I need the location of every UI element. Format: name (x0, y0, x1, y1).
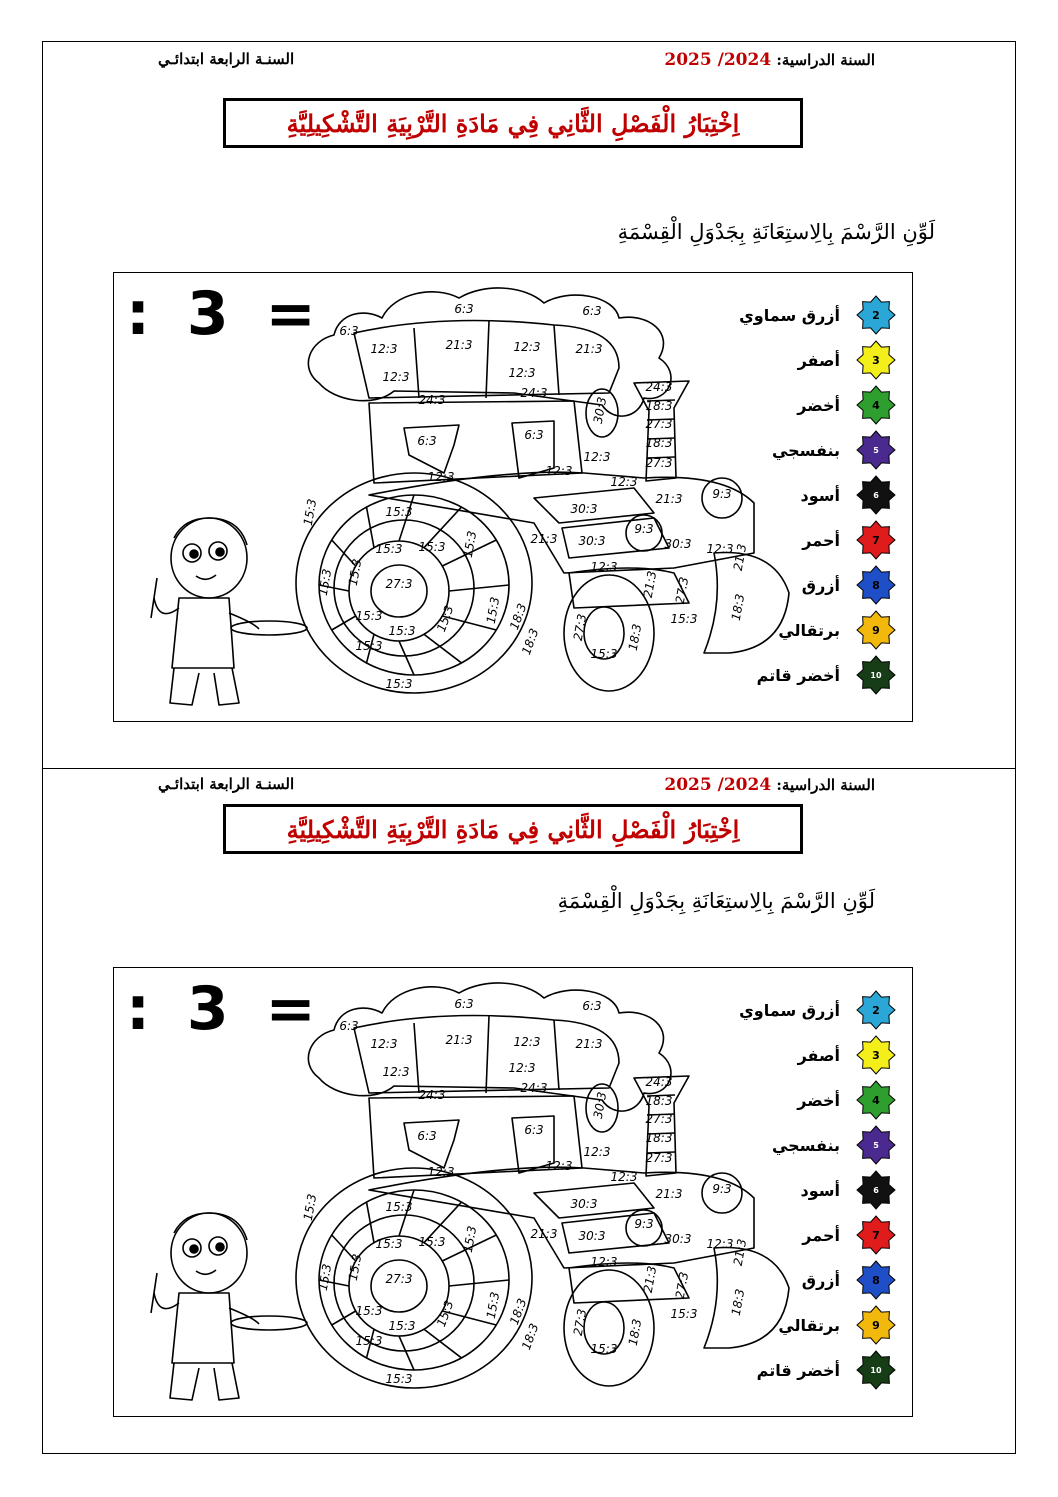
division-cell-label: 21:3 (640, 569, 660, 599)
legend-number: 2 (872, 308, 880, 322)
color-star-icon (856, 340, 896, 380)
legend-number: 3 (872, 353, 880, 367)
division-cell-label: 12:3 (382, 370, 410, 384)
division-cell-label: 27:3 (672, 575, 692, 605)
legend-color-name: أسود (800, 1180, 840, 1200)
legend-color-name: أزرق (801, 1270, 840, 1290)
color-star-icon (856, 475, 896, 515)
division-cell-label: 15:3 (300, 1192, 320, 1222)
division-cell-label: 18:3 (645, 1131, 673, 1145)
division-cell-label: 15:3 (434, 1298, 457, 1329)
boy-painter (151, 1213, 307, 1400)
division-cell-label: 12:3 (508, 1061, 536, 1075)
legend-row (706, 340, 896, 380)
legend-color-name: أزرق سماوي (739, 305, 840, 325)
division-cell-label: 24:3 (645, 1075, 673, 1089)
color-star-icon (856, 295, 896, 335)
legend-row (706, 1350, 896, 1390)
division-cell-label: 15:3 (590, 1342, 618, 1356)
division-cell-label: 27:3 (570, 612, 590, 642)
division-cell-label: 9:3 (712, 487, 732, 501)
color-star-icon (856, 1035, 896, 1075)
division-cell-label: 12:3 (370, 342, 398, 356)
color-star-icon (856, 655, 896, 695)
division-cell-label: 15:3 (375, 542, 403, 556)
color-star-icon (856, 520, 896, 560)
exam-title: اِخْتِبَارُ الْفَصْلِ الثَّانِي فِي مَادَةِ التَّرْبِيَةِ التَّشْكِيلِيَّةِ (223, 804, 803, 854)
division-cell-label: 12:3 (590, 560, 618, 574)
division-cell-label: 6:3 (417, 1129, 437, 1143)
division-equation: : 3 = (126, 974, 324, 1044)
instruction-text: لَوِّنِ الرَّسْمَ بِالِاستِعَانَةِ بِجَدْوَلِ الْقِسْمَةِ (557, 889, 875, 913)
division-cell-label: 21:3 (575, 1037, 603, 1051)
legend-color-name: أصفر (797, 1045, 840, 1065)
division-cell-label: 27:3 (385, 577, 413, 591)
division-cell-label: 12:3 (508, 366, 536, 380)
division-cell-label: 24:3 (520, 386, 548, 400)
division-cell-label: 12:3 (590, 1255, 618, 1269)
color-star-icon (856, 1170, 896, 1210)
color-star-icon (856, 1215, 896, 1255)
legend-number: 6 (873, 1185, 879, 1195)
division-cell-label: 18:3 (728, 1287, 748, 1317)
legend-row (706, 610, 896, 650)
legend-color-name: أصفر (797, 350, 840, 370)
division-cell-label: 12:3 (706, 1237, 734, 1251)
division-cell-label: 12:3 (513, 340, 541, 354)
boy-painter (151, 518, 307, 705)
division-cell-label: 15:3 (483, 1290, 503, 1320)
division-cell-label: 27:3 (385, 1272, 413, 1286)
division-cell-label: 15:3 (670, 612, 698, 626)
division-cell-label: 6:3 (582, 999, 602, 1013)
legend-row (706, 1260, 896, 1300)
division-cell-label: 15:3 (418, 1235, 446, 1249)
color-star-icon (856, 1305, 896, 1345)
legend-color-name: برتقالي (778, 1315, 840, 1335)
division-cell-label: 15:3 (355, 1304, 383, 1318)
color-star-icon (856, 565, 896, 605)
division-cell-label: 18:3 (625, 1317, 645, 1347)
legend-number: 4 (872, 1093, 880, 1107)
legend-number: 9 (872, 1318, 880, 1332)
division-cell-label: 12:3 (427, 470, 455, 484)
division-cell-label: 15:3 (460, 1224, 480, 1254)
school-year (664, 50, 875, 70)
legend-number: 5 (873, 445, 879, 455)
legend-number: 8 (872, 1273, 880, 1287)
division-cell-label: 21:3 (445, 1033, 473, 1047)
division-cell-label: 15:3 (388, 624, 416, 638)
division-cell-label: 21:3 (530, 1227, 558, 1241)
legend-color-name: برتقالي (778, 620, 840, 640)
division-cell-label: 15:3 (385, 1200, 413, 1214)
division-cell-label: 6:3 (454, 302, 474, 316)
legend-row (706, 430, 896, 470)
division-cell-label: 15:3 (590, 647, 618, 661)
legend-number: 7 (872, 1228, 880, 1242)
division-cell-label: 21:3 (730, 542, 750, 572)
division-cell-label: 21:3 (445, 338, 473, 352)
legend-row (706, 1035, 896, 1075)
division-cell-label: 30:3 (590, 395, 610, 425)
color-star-icon (856, 1125, 896, 1165)
legend-number: 9 (872, 623, 880, 637)
color-star-icon (856, 1350, 896, 1390)
legend-number: 8 (872, 578, 880, 592)
school-year-label: السنة الدراسية: (776, 51, 875, 69)
division-cell-label: 6:3 (582, 304, 602, 318)
division-cell-label: 6:3 (524, 1123, 544, 1137)
division-cell-label: 21:3 (655, 1187, 683, 1201)
division-cell-label: 15:3 (300, 497, 320, 527)
division-cell-label: 9:3 (634, 1217, 654, 1231)
division-cell-label: 15:3 (345, 1252, 365, 1282)
legend-color-name: أسود (800, 485, 840, 505)
division-cell-label: 18:3 (625, 622, 645, 652)
legend-number: 3 (872, 1048, 880, 1062)
worksheet-1 (42, 41, 1016, 769)
school-year-label: السنة الدراسية: (776, 776, 875, 794)
division-cell-label: 12:3 (427, 1165, 455, 1179)
legend-color-name: أزرق (801, 575, 840, 595)
division-cell-label: 12:3 (513, 1035, 541, 1049)
legend-row (706, 295, 896, 335)
division-cell-label: 15:3 (483, 595, 503, 625)
division-cell-label: 12:3 (382, 1065, 410, 1079)
division-cell-label: 15:3 (385, 505, 413, 519)
division-cell-label: 27:3 (645, 1151, 673, 1165)
division-cell-label: 15:3 (388, 1319, 416, 1333)
coloring-picture[interactable] (113, 967, 913, 1417)
legend-row (706, 655, 896, 695)
legend-row (706, 1125, 896, 1165)
division-cell-label: 30:3 (570, 1197, 598, 1211)
division-cell-label: 18:3 (507, 1296, 530, 1327)
division-cell-label: 12:3 (610, 1170, 638, 1184)
division-cell-label: 18:3 (645, 399, 673, 413)
legend-row (706, 520, 896, 560)
division-cell-label: 24:3 (418, 393, 446, 407)
division-cell-label: 12:3 (545, 464, 573, 478)
division-cell-label: 12:3 (370, 1037, 398, 1051)
division-cell-label: 6:3 (454, 997, 474, 1011)
legend-color-name: بنفسجي (771, 1135, 840, 1155)
division-cell-label: 15:3 (434, 603, 457, 634)
school-year (664, 775, 875, 795)
legend-color-name: أخضر (797, 395, 840, 415)
division-cell-label: 12:3 (583, 450, 611, 464)
division-cell-label: 15:3 (418, 540, 446, 554)
legend-row (706, 990, 896, 1030)
legend-number: 4 (872, 398, 880, 412)
division-cell-label: 6:3 (339, 324, 359, 338)
legend-color-name: أخضر قاتم (756, 665, 840, 685)
division-cell-label: 15:3 (355, 639, 383, 653)
division-cell-label: 30:3 (664, 537, 692, 551)
division-cell-label: 27:3 (645, 1112, 673, 1126)
division-cell-label: 30:3 (590, 1090, 610, 1120)
division-cell-label: 15:3 (385, 1372, 413, 1386)
division-equation: : 3 = (126, 279, 324, 349)
legend-color-name: أزرق سماوي (739, 1000, 840, 1020)
division-cell-label: 6:3 (524, 428, 544, 442)
division-cell-label: 15:3 (345, 557, 365, 587)
legend-number: 5 (873, 1140, 879, 1150)
division-cell-label: 18:3 (728, 592, 748, 622)
division-cell-label: 27:3 (645, 456, 673, 470)
worksheet-2 (42, 769, 1016, 1454)
legend-number: 2 (872, 1003, 880, 1017)
legend-color-name: بنفسجي (771, 440, 840, 460)
color-star-icon (856, 1080, 896, 1120)
division-cell-label: 30:3 (664, 1232, 692, 1246)
division-cell-label: 12:3 (545, 1159, 573, 1173)
coloring-picture[interactable] (113, 272, 913, 722)
division-cell-label: 30:3 (578, 1229, 606, 1243)
division-cell-label: 30:3 (570, 502, 598, 516)
division-cell-label: 15:3 (355, 1334, 383, 1348)
legend-number: 10 (870, 1365, 882, 1375)
school-year-value: 2024/ 2025 (664, 775, 772, 795)
legend-color-name: أحمر (802, 530, 840, 550)
division-cell-label: 12:3 (706, 542, 734, 556)
legend-number: 10 (870, 670, 882, 680)
division-cell-label: 24:3 (645, 380, 673, 394)
legend-row (706, 1215, 896, 1255)
color-star-icon (856, 430, 896, 470)
grade-label: السنـة الرابعة ابتدائـي (158, 50, 295, 68)
legend-number: 7 (872, 533, 880, 547)
division-cell-label: 21:3 (530, 532, 558, 546)
division-cell-label: 27:3 (645, 417, 673, 431)
division-cell-label: 9:3 (712, 1182, 732, 1196)
color-star-icon (856, 385, 896, 425)
division-cell-label: 12:3 (610, 475, 638, 489)
legend-number: 6 (873, 490, 879, 500)
school-year-value: 2024/ 2025 (664, 50, 772, 70)
division-cell-label: 15:3 (460, 529, 480, 559)
division-cell-label: 30:3 (578, 534, 606, 548)
division-cell-label: 15:3 (315, 1262, 335, 1292)
division-cell-label: 12:3 (583, 1145, 611, 1159)
division-cell-label: 15:3 (355, 609, 383, 623)
division-cell-label: 18:3 (645, 1094, 673, 1108)
instruction-text: لَوِّنِ الرَّسْمَ بِالِاستِعَانَةِ بِجَدْوَلِ الْقِسْمَةِ (617, 220, 935, 244)
color-star-icon (856, 990, 896, 1030)
division-cell-label: 21:3 (655, 492, 683, 506)
legend-row (706, 475, 896, 515)
legend-row (706, 385, 896, 425)
division-cell-label: 27:3 (672, 1270, 692, 1300)
division-cell-label: 18:3 (519, 626, 542, 657)
division-cell-label: 15:3 (315, 567, 335, 597)
division-cell-label: 18:3 (519, 1321, 542, 1352)
color-star-icon (856, 1260, 896, 1300)
color-star-icon (856, 610, 896, 650)
division-cell-label: 24:3 (418, 1088, 446, 1102)
grade-label: السنـة الرابعة ابتدائـي (158, 775, 295, 793)
division-cell-label: 6:3 (339, 1019, 359, 1033)
division-cell-label: 15:3 (375, 1237, 403, 1251)
division-cell-label: 24:3 (520, 1081, 548, 1095)
legend-color-name: أخضر (797, 1090, 840, 1110)
legend-row (706, 1305, 896, 1345)
division-cell-label: 21:3 (575, 342, 603, 356)
division-cell-label: 6:3 (417, 434, 437, 448)
legend-color-name: أحمر (802, 1225, 840, 1245)
legend-row (706, 1170, 896, 1210)
exam-title: اِخْتِبَارُ الْفَصْلِ الثَّانِي فِي مَادَةِ التَّرْبِيَةِ التَّشْكِيلِيَّةِ (223, 98, 803, 148)
legend-row (706, 1080, 896, 1120)
division-cell-label: 15:3 (670, 1307, 698, 1321)
legend-color-name: أخضر قاتم (756, 1360, 840, 1380)
division-cell-label: 21:3 (640, 1264, 660, 1294)
division-cell-label: 15:3 (385, 677, 413, 691)
division-cell-label: 9:3 (634, 522, 654, 536)
division-cell-label: 27:3 (570, 1307, 590, 1337)
legend-row (706, 565, 896, 605)
division-cell-label: 18:3 (507, 601, 530, 632)
division-cell-label: 18:3 (645, 436, 673, 450)
division-cell-label: 21:3 (730, 1237, 750, 1267)
